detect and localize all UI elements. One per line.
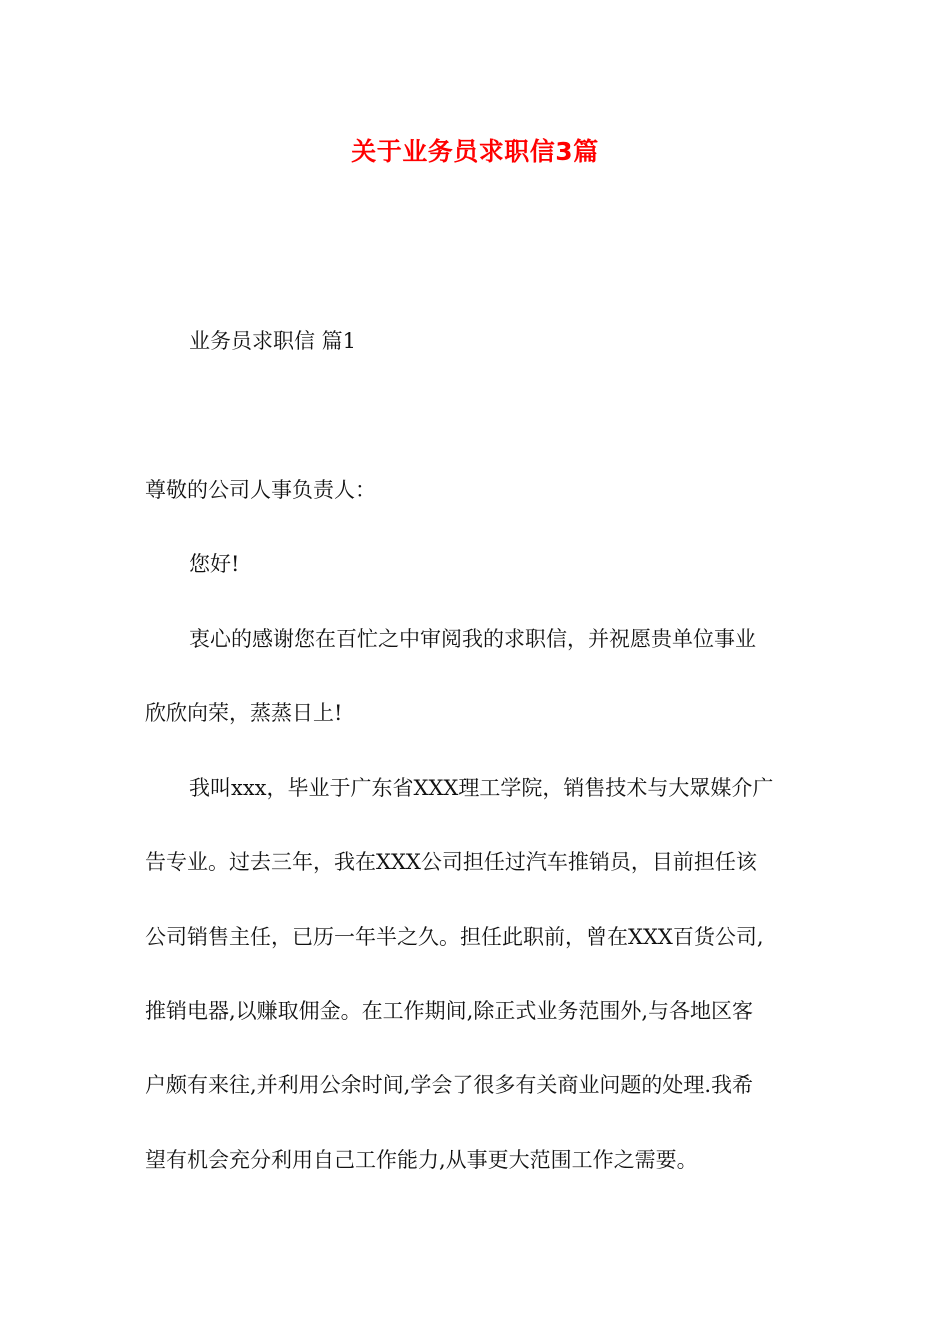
paragraph-line: 我叫xxx，毕业于广东省XXX理工学院，销售技术与大眾媒介广 [189,776,774,800]
paragraph-line: 公司销售主任，已历一年半之久。担任此职前，曾在XXX百货公司, [145,925,764,949]
paragraph-line: 户颇有来往,并利用公余时间,学会了很多有关商业问题的处理.我希 [145,1073,754,1097]
greeting: 您好! [189,552,240,576]
paragraph-line: 衷心的感谢您在百忙之中审阅我的求职信，并祝愿贵单位事业 [189,627,756,651]
document-title: 关于业务员求职信3篇 [351,137,599,166]
paragraph-line: 欣欣向荣，蒸蒸日上! [145,701,343,725]
paragraph-line: 告专业。过去三年，我在XXX公司担任过汽车推销员，目前担任该 [145,850,757,874]
paragraph-line: 望有机会充分利用自己工作能力,从事更大范围工作之需要。 [145,1148,698,1172]
paragraph-line: 推销电器,以赚取佣金。在工作期间,除正式业务范围外,与各地区客 [145,999,754,1023]
section-heading: 业务员求职信 篇1 [189,329,357,353]
salutation: 尊敬的公司人事负责人： [145,478,376,502]
